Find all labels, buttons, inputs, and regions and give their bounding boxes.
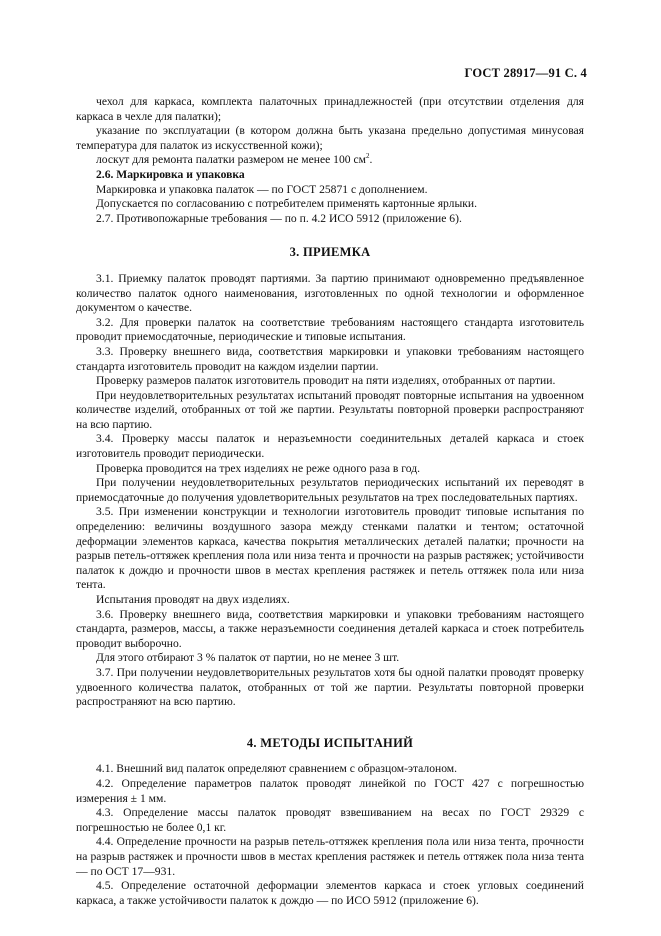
section-title: 4. МЕТОДЫ ИСПЫТАНИЙ [246,735,414,750]
paragraph: 2.7. Противопожарные требования — по п. 4.2 ИСО 5912 (приложение 6). [96,211,462,225]
paragraph: При получении неудовлетворительных результатов периодических испытаний их переводят в приемосдаточные до получения удовлетворительных результатов на трех последовательных партиях. [76,476,584,504]
paragraph: 4.1. Внешний вид палаток определяют сравнением с образцом-эталоном. [96,762,458,776]
paragraph: Проверка проводится на трех изделиях не реже одного раза в год. [96,461,421,475]
section-title: 3. ПРИЕМКА [289,245,371,260]
section-3-body [76,272,584,710]
paragraph: 3.6. Проверку внешнего вида, соответствия маркировки и упаковки требованиям настоящего стандарта, размеров, массы, а также неразъемности соединения деталей каркаса и стоек потребитель проводит выборочно. [76,607,584,650]
paragraph: 3.3. Проверку внешнего вида, соответствия маркировки и упаковки требованиям настоящего стандарта изготовитель проводит на каждом изделии партии. [76,344,584,373]
page-header: ГОСТ 28917—91 С. 4 [464,66,587,80]
paragraph: 4.3. Определение массы палаток проводят взвешиванием на весах по ГОСТ 29329 с погрешностью не более 0,1 кг. [76,806,584,834]
paragraph: 3.2. Для проверки палаток на соответствие требованиям настоящего стандарта изготовитель проводит приемосдаточные, периодические и типовые испытания. [76,315,584,344]
paragraph: чехол для каркаса, комплекта палаточных принадлежностей (при отсутствии отделения для каркаса в чехле для палатки); [76,95,584,123]
paragraph: 3.4. Проверку массы палаток и неразъемности соединительных деталей каркаса и стоек изготовитель проводит периодически. [76,432,584,461]
paragraph: Проверку размеров палаток изготовитель проводит на пяти изделиях, отобранных от партии. [96,374,556,388]
paragraph: 3.5. При изменении конструкции и технологии изготовитель проводит типовые испытания по определению: величины воздушного зазора между стенками палатки и тентом; остаточной деформации элементов каркаса, качества покрытия металлических деталей палатки; прочности на разрыв петель-оттяжек крепления пола или низа тента и прочности на разрыв растяжек; устойчивости палаток к дождю и прочности швов в местах крепления растяжек и петель оттяжек пола или низа тента. [76,505,584,592]
text: лоскут для ремонта палатки размером не менее 100 см [96,153,366,167]
document-body [76,95,584,908]
paragraph: 4.4. Определение прочности на разрыв петель-оттяжек крепления пола или низа тента, прочности на разрыв растяжек и прочности швов в местах крепления растяжек и петель оттяжек пола низа тента — по ОСТ 17—931. [76,835,584,878]
paragraph: Для этого отбирают 3 % палаток от партии, но не менее 3 шт. [96,651,400,665]
paragraph [76,153,584,168]
paragraph: При неудовлетворительных результатах испытаний проводят повторные испытания на удвоенном количестве изделий, отобранных от той же партии. Результаты повторной проверки распространяют на всю партию. [76,388,584,431]
paragraph: 4.5. Определение остаточной деформации элементов каркаса и стоек угловых соединений каркаса, а также устойчивости палаток к дождю — по ИСО 5912 (приложение 6). [76,879,584,907]
subsection-heading: 2.6. Маркировка и упаковка [96,167,245,181]
superscript: 2 [365,152,370,161]
paragraph: указание по эксплуатации (в котором должна быть указана предельно допустимая минусовая температура для палаток из искусственной кожи); [76,124,584,152]
section-4-body [76,762,584,908]
paragraph: 3.1. Приемку палаток проводят партиями. За партию принимают одновременно предъявленное количество палаток одного наименования, изготовленных по одной технологии и оформленное документом о качестве. [76,271,584,315]
paragraph: Допускается по согласованию с потребителем применять картонные ярлыки. [96,197,477,211]
paragraph: Испытания проводят на двух изделиях. [96,593,290,606]
paragraph: Маркировка и упаковка палаток — по ГОСТ 25871 с дополнением. [96,182,428,196]
paragraph: 3.7. При получении неудовлетворительных результатов хотя бы одной палатки проводят проверку удвоенного количества палаток, отобранных от той же партии. Результаты повторной проверки распространяют на всю партию. [76,665,584,709]
text: . [369,153,373,167]
paragraph: 4.2. Определение параметров палаток проводят линейкой по ГОСТ 427 с погрешностью измерения ± 1 мм. [76,776,584,805]
